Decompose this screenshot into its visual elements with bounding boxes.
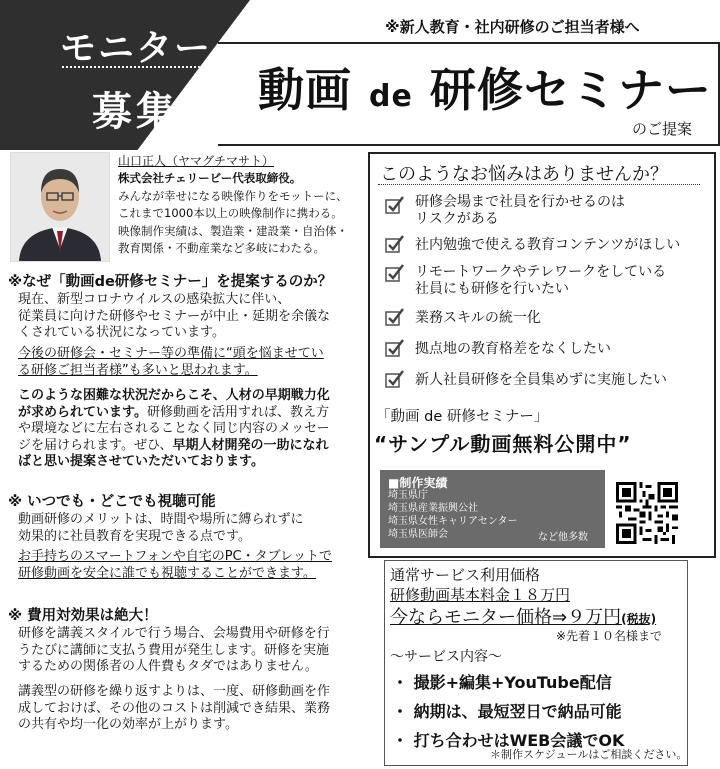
why-paragraph-1 — [18, 292, 330, 342]
worry-item — [415, 341, 611, 358]
text-line: 効果的に社員教育を実現できる点です。 — [18, 528, 251, 544]
service-feature: ・ 打ち合わせはWEB会議でOK — [392, 731, 625, 750]
bio-line: 映像制作実績は、製造業・建設業・自治体・ — [118, 223, 348, 238]
text-line: 研修動画を安全に誰でも視聴することができます。 — [18, 565, 316, 581]
worry-line: リモートワークやテレワークをしている — [415, 264, 667, 280]
text-line: するための関係者の人件費もタダではありません。 — [18, 659, 318, 674]
worry-line: 社員にも研修を行いたい — [415, 281, 569, 297]
worry-line: 拠点地の教育格差をなくしたい — [415, 341, 611, 357]
sample-label: 「動画 de 研修セミナー」 — [376, 409, 549, 425]
text-line: る研修ご担当者様”も多いと思われます。 — [18, 362, 258, 378]
record-title: ■制作実績 — [388, 476, 448, 490]
service-contents-heading: ～サービス内容～ — [390, 649, 502, 665]
text-line: このような困難な状況だからこそ、人材の早期戦力化 — [18, 388, 330, 403]
worry-item — [415, 237, 680, 254]
target-audience: ※新人教育・社内研修のご担当者様へ — [385, 18, 640, 36]
badge-recruit: 募集 — [92, 89, 180, 135]
why-paragraph-3 — [18, 388, 330, 471]
anytime-heading: ※ いつでも・どこでも視聴可能 — [8, 494, 216, 510]
worry-item — [415, 194, 625, 228]
checkbox-icon — [384, 306, 406, 328]
text-line: 研修を講義スタイルで行う場合、会場費用や研修を行 — [18, 626, 330, 641]
price-normal-value: 研修動画基本料金１８万円 — [390, 586, 571, 604]
record-item: 埼玉県庁 — [388, 490, 428, 501]
price-note: ※先着１０名様まで — [556, 629, 663, 643]
worry-item — [415, 310, 541, 327]
price-monitor-value: 今ならモニター価格⇒９万円 — [390, 607, 622, 628]
anytime-paragraph-1 — [18, 512, 303, 545]
tax-label: (税抜) — [621, 612, 657, 626]
worry-line: 研修会場まで社員を行かせるのは — [415, 194, 625, 210]
worry-item — [415, 372, 667, 389]
worry-line: リスクがある — [415, 211, 499, 227]
checkbox-icon — [384, 368, 406, 390]
service-feature: ・ 撮影+編集+YouTube配信 — [392, 673, 612, 692]
record-item: 埼玉県産業振興公社 — [388, 503, 478, 514]
record-list — [388, 489, 518, 541]
text-line: お手持ちのスマートフォンや自宅のPC・タブレットで — [18, 549, 332, 564]
text-line: 研修動画を活用すれば、教え方 — [146, 404, 329, 420]
presenter-name: 山口正人（ヤマグチマサト） — [118, 154, 275, 168]
record-item: 埼玉県女性キャリアセンター — [388, 516, 518, 527]
bio-line: 株式会社チェリービー代表取締役。 — [118, 171, 302, 185]
presenter-photo — [10, 152, 110, 262]
checkbox-icon — [384, 233, 406, 255]
title-subtitle: のご提案 — [632, 120, 693, 138]
text-line: ばと思い提案させていただいております。 — [18, 454, 264, 469]
bio-line: みんなが幸せになる映像作りをモットーに、 — [118, 188, 348, 203]
schedule-footnote: ＊制作スケジュールはご相談ください。 — [490, 748, 688, 761]
worry-line: 業務スキルの統一化 — [415, 310, 541, 326]
text-line: 従業員に向けた研修やセミナーが中止・延期を余儀な — [18, 308, 331, 324]
text-line: 現在、新型コロナウイルスの感染拡大に伴い、 — [18, 292, 291, 307]
badge-divider — [62, 66, 232, 68]
record-more: など他多数 — [538, 532, 588, 543]
badge-monitor: モニター — [60, 28, 213, 69]
bio-line: これまで1000本以上の映像制作に携わる。 — [118, 206, 343, 220]
text-line: ジを届けられます。ぜひ、 — [18, 437, 173, 453]
presenter-bio — [118, 170, 348, 258]
page-title: 動画 de 研修セミナー — [258, 63, 712, 117]
text-line: の共有や均一化の効率が上がります。 — [18, 717, 238, 732]
text-line: うたびに講師に支払う費用が発生します。研修を実施 — [18, 642, 329, 658]
cost-paragraph-2 — [18, 684, 330, 734]
text-emphasis: が求められています。 — [18, 404, 147, 420]
text-line: 今後の研修会・セミナー等の準備に“頭を悩ませてい — [18, 346, 324, 361]
production-record-panel — [380, 470, 605, 548]
service-feature: ・ 納期は、最短翌日で納品可能 — [392, 702, 622, 721]
record-item: 埼玉県医師会 — [388, 529, 448, 540]
bio-line: 教育関係・不動産業など多岐にわたる。 — [118, 241, 325, 255]
text-line: 講義型の研修を繰り返すよりは、一度、研修動画を作 — [18, 684, 331, 699]
worry-line: 社内勉強で使える教育コンテンツがほしい — [415, 237, 681, 253]
checkbox-icon — [384, 337, 406, 359]
anytime-paragraph-2 — [18, 549, 332, 582]
checkbox-icon — [384, 262, 406, 284]
text-line: 動画研修のメリットは、時間や場所に縛られずに — [18, 512, 304, 527]
price-normal-label: 通常サービス利用価格 — [390, 566, 541, 584]
checkbox-icon — [384, 194, 406, 216]
worries-title: このようなお悩みはありませんか？ — [380, 164, 668, 185]
worry-item — [415, 264, 666, 298]
qr-code-icon[interactable] — [612, 482, 682, 544]
price-monitor — [390, 603, 656, 629]
text-emphasis: 早期人材開発の一助になれ — [172, 437, 329, 453]
sample-headline: “サンプル動画無料公開中” — [374, 432, 632, 456]
worry-line: 新人社員研修を全員集めずに実施したい — [415, 372, 667, 388]
text-line: くされている状況になっています。 — [18, 325, 225, 340]
why-heading: ※なぜ「動画de研修セミナー」を提案するのか？ — [8, 274, 333, 290]
worries-title-underline — [378, 184, 700, 185]
why-paragraph-2 — [18, 346, 324, 379]
cost-heading: ※ 費用対効果は絶大！ — [8, 608, 158, 624]
text-line: や環境などに左右されることなく同じ内容のメッセー — [18, 421, 330, 436]
cost-paragraph-1 — [18, 626, 330, 676]
text-line: 成しておけば、その他のコストは削減でき結果、業務 — [18, 700, 331, 716]
